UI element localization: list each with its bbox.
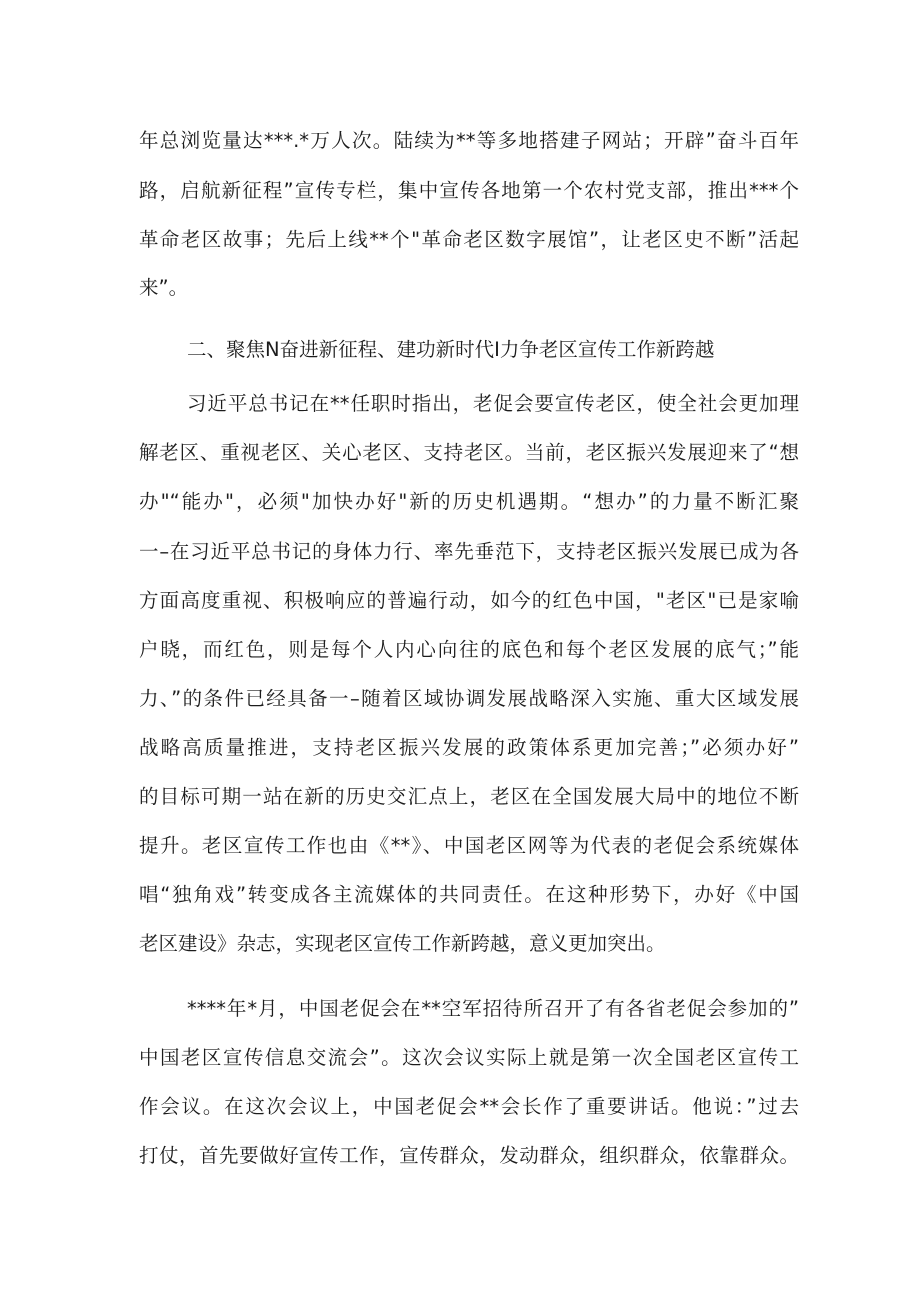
- text-line: 解老区、重视老区、关心老区、支持老区。当前，老区振兴发展迎来了“想: [139, 441, 799, 464]
- text-line: 唱“独角戏”转变成各主流媒体的共同责任。在这种形势下，办好《中国: [139, 883, 799, 906]
- text-line: 办"“能办"，必须"加快办好"新的历史机遇期。“想办”的力量不断汇聚: [139, 490, 799, 513]
- text-line: 的目标可期一站在新的历史交汇点上，老区在全国发展大局中的地位不断: [139, 785, 799, 808]
- text-line: 提升。老区宣传工作也由《**》、中国老区网等为代表的老促会系统媒体: [139, 834, 799, 857]
- text-line: 习近平总书记在**任职时指出，老促会要宣传老区，使全社会更加理: [187, 392, 799, 415]
- text-line: 战略高质量推进，支持老区振兴发展的政策体系更加完善；”必须办好”: [139, 736, 799, 759]
- text-line: 中国老区宣传信息交流会”。这次会议实际上就是第一次全国老区宣传工: [139, 1046, 799, 1069]
- text-line: ****年*月，中国老促会在**空军招待所召开了有各省老促会参加的”: [187, 997, 799, 1020]
- text-line: 户晓，而红色，则是每个人内心向往的底色和每个老区发展的底气；”能: [139, 638, 799, 661]
- text-line: 革命老区故事；先后上线**个"革命老区数字展馆”，让老区史不断”活起: [139, 228, 799, 251]
- text-line: 老区建设》杂志，实现老区宣传工作新跨越，意义更加突出。: [139, 932, 666, 955]
- text-line: 作会议。在这次会议上，中国老促会**会长作了重要讲话。他说：”过去: [139, 1095, 799, 1118]
- text-line: 打仗，首先要做好宣传工作，宣传群众，发动群众，组织群众，依靠群众。: [139, 1144, 799, 1167]
- text-line: 来”。: [139, 276, 189, 299]
- text-line: 年总浏览量达***.*万人次。陆续为**等多地搭建子网站；开辟”奋斗百年: [139, 129, 799, 152]
- text-line: 一–在习近平总书记的身体力行、率先垂范下，支持老区振兴发展已成为各: [139, 540, 799, 563]
- text-line: 力、”的条件已经具备一–随着区域协调发展战略深入实施、重大区域发展: [139, 687, 799, 710]
- text-line: 方面高度重视、积极响应的普遍行动，如今的红色中国，"老区"已是家喻: [139, 589, 799, 612]
- section-heading: 二、聚焦N奋进新征程、建功新时代I力争老区宣传工作新跨越: [187, 338, 715, 361]
- text-line: 路，启航新征程”宣传专栏，集中宣传各地第一个农村党支部，推出***个: [139, 179, 799, 202]
